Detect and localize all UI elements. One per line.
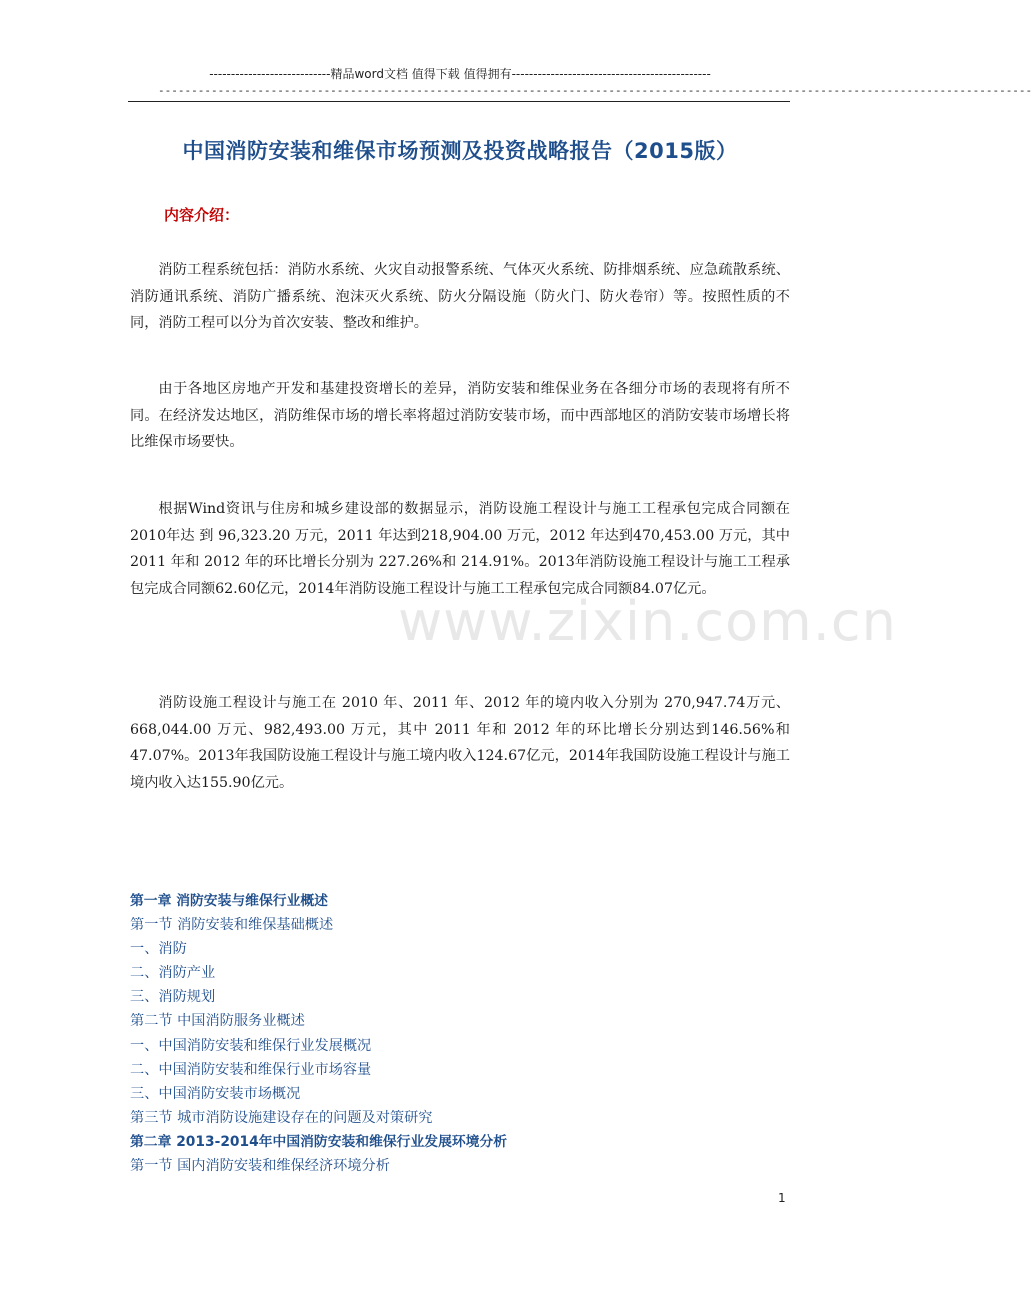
toc-item: 一、消防 xyxy=(130,941,187,958)
paragraph-4: 消防设施工程设计与施工在 2010 年、2011 年、2012 年的境内收入分别为 270,947.74万元、668,044.00 万元、982,493.00 万元，其中 2011 年和 2012 年的环比增长分别达到146.56%和47.07%。2013年我国防设施工程设计与施工境内收入124.67亿元，2014年我国防设施工程设计与施工境内收入达155.90亿元。 xyxy=(130,695,790,791)
toc-item: 二、消防产业 xyxy=(130,965,216,982)
toc-item: 三、中国消防安装市场概况 xyxy=(130,1085,301,1102)
page-header-text: ----------------------------精品word文档 值得下载 值得拥有---------------------------------------------- xyxy=(209,67,711,81)
toc-section: 第一节 国内消防安装和维保经济环境分析 xyxy=(130,1158,390,1175)
paragraph-1: 消防工程系统包括：消防水系统、火灾自动报警系统、气体灭火系统、防排烟系统、应急疏散系统、消防通讯系统、消防广播系统、泡沫灭火系统、防火分隔设施（防火门、防火卷帘）等。按照性质的不同，消防工程可以分为首次安装、整改和维护。 xyxy=(130,262,790,331)
table-of-contents xyxy=(130,889,790,1178)
toc-chapter: 第二章 2013-2014年中国消防安装和维保行业发展环境分析 xyxy=(130,1133,508,1150)
toc-section: 第二节 中国消防服务业概述 xyxy=(130,1013,305,1030)
page-number: 1 xyxy=(778,1191,786,1205)
intro-label: 内容介绍： xyxy=(164,206,240,224)
document-title: 中国消防安装和维保市场预测及投资战略报告（2015版） xyxy=(182,139,738,163)
page-header-dash-line: ------------------------------------------------------------------------------------------------------------------------------------ xyxy=(158,84,1032,97)
toc-item: 二、中国消防安装和维保行业市场容量 xyxy=(130,1061,372,1078)
toc-section: 第一节 消防安装和维保基础概述 xyxy=(130,917,334,934)
paragraph-3: 根据Wind资讯与住房和城乡建设部的数据显示，消防设施工程设计与施工工程承包完成合同额在 2010年达 到 96,323.20 万元，2011 年达到218,904.00 万元，2012 年达到470,453.00 万元，其中 2011 年和 2012 年的环比增长分别为 227.26%和 214.91%。2013年消防设施工程设计与施工工程承包完成合同额62.60亿元，2014年消防设施工程设计与施工工程承包完成合同额84.07亿元。 xyxy=(130,501,790,597)
header-rule xyxy=(128,101,790,102)
watermark: www.zixin.com.cn xyxy=(398,590,897,653)
toc-item: 三、消防规划 xyxy=(130,989,216,1006)
toc-chapter: 第一章 消防安装与维保行业概述 xyxy=(130,893,328,909)
paragraph-2: 由于各地区房地产开发和基建投资增长的差异，消防安装和维保业务在各细分市场的表现将有所不同。在经济发达地区，消防维保市场的增长率将超过消防安装市场，而中西部地区的消防安装市场增长将比维保市场要快。 xyxy=(130,381,790,450)
toc-section: 第三节 城市消防设施建设存在的问题及对策研究 xyxy=(130,1109,433,1126)
toc-item: 一、中国消防安装和维保行业发展概况 xyxy=(130,1037,372,1054)
